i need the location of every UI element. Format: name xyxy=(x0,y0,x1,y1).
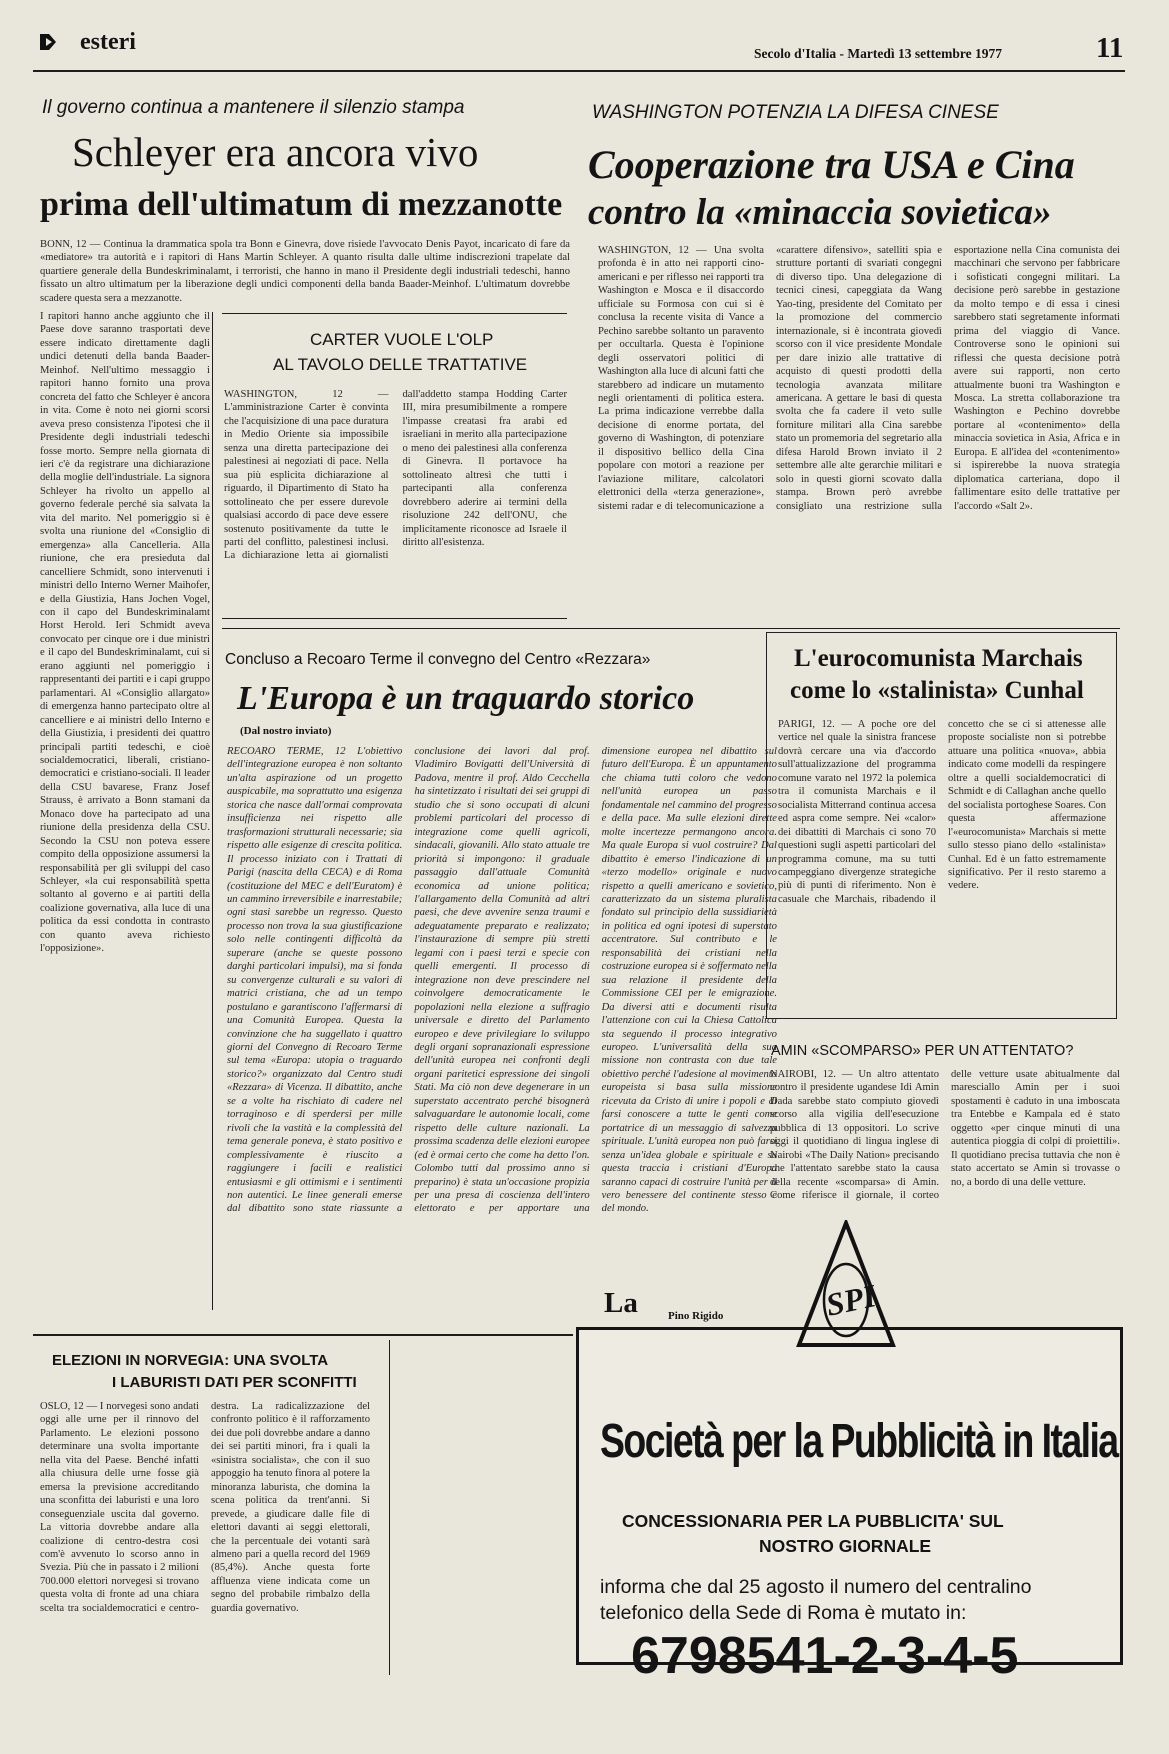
norvegia-top-rule xyxy=(33,1334,573,1336)
carter-title-line2: AL TAVOLO DELLE TRATTATIVE xyxy=(273,355,528,374)
ad-la: La xyxy=(604,1287,638,1319)
europa-signature: Pino Rigido xyxy=(668,1310,724,1322)
carter-bottom-rule xyxy=(222,618,567,619)
europa-title: L'Europa è un traguardo storico xyxy=(237,680,695,717)
usa-cina-kicker: WASHINGTON POTENZIA LA DIFESA CINESE xyxy=(592,102,999,123)
europa-body: RECOARO TERME, 12 L'obiettivo dell'integrazione europea è non soltanto un'alta aspirazione od un progetto auspicabile, ma soprattutto una esigenza storica che nasce dall'ormai comprovata insufficienza nei rispetto alle trasformazioni strutturali necessarie; sia rispetto alle esigenze di crescita politica. Il processo iniziato con i Trattati di Parigi (nascita della CECA) e di Roma (costituzione del MEC e dell'Euratom) è un cammino irreversibile e inarrestabile; ogni stasi sarebbe un regresso. Questo processo non trova la sua giustificazione solo nelle contingenti difficoltà da superare (anche se queste possono darghi particolari impulsi), ma si fonda su convergenze culturali e su valori di matrici cristiana, che ad un tempo postulano e garantiscono l'affermarsi di una Comunità Europea. Questa la convinzione che ha suggellato i quattro giorni del Convegno di Recoaro Terme sul tema «Europa: utopia o traguardo storico?» organizzato dal Centro studi «Rezzara» di Vicenza. Il dibattito, anche se a volte ha rischiato di cadere nel torraginoso e di sperdersi per mille rivoli che la vastità e la complessità del tema generale poneva, è stato positivo e complessivamente è riuscito a raggiungere i facili e realistici entusiasmi e gli ottimismi e i sentimenti non autentici. Le linee generali emerse dal dibattito sono state riassunte a conclusione dei lavori dal prof. Vladimiro Bovigatti dell'Università di Padova, mentre il prof. Aldo Cecchella ha sintetizzato i risultati dei sei gruppi di studio che si sono occupati di alcuni problemi particolari del processo di integrazione come quelli agricoli, sindacali, giovanili. Allo stato attuale tre priorità si impongono: il graduale passaggio dall'attuale Comunità economica ad unione politica; l'allargamento della Comunità ad altri paesi, che deve avvenire senza traumi e adeguatamente preparato e realizzato; l'instaurazione di sempre più stretti legami con i paesi terzi e specie con quelli emergenti. Il processo di integrazione non deve prescindere nel coinvolgere democraticamente le popolazioni nella elezione a suffragio universale e diretto del Parlamento europeo e deve privilegiare lo sviluppo degli organi sopranazionali espressione dell'unità europea nei confronti degli organi paritetici espressione dei singoli Stati. Ma ciò non deve degenerare in un superstato accentrato perché bisognerà salvaguardare le autonomie locali, come rispetto delle culture nazionali. La prossima scadenza delle elezioni europee (ed è ormai certo che come ha detto l'on. Colombo tutti dal prossimo anno si preparino) è stata un'occasione propizia per una presa di coscienza dell'intero elettorato e per apportare una dimensione europea nel dibattito sul futuro dell'Europa. È un appuntamento che chiama tutti coloro che vedono nell'unità europea un passo fondamentale nel cammino del progresso e della pace. Ma sulle elezioni dirette molte incertezze permangono ancora. Ma quale Europa si vuol costruire? Dal dibattito è emerso l'indicazione di un «terzo modello» originale e nuovo rispetto a quelli americano e sovietico, caratterizzato da un sistema pluralista fondato sul principio della sussidiarietà in politica ed ogni ipotesi di superstato accentratore. Sul contributo e le responsabilità dei cristiani nella costruzione europea si è soffermato nella sua relazione il presidente della Commissione CEI per le emigrazione. Da diversi atti e documenti risulta l'attenzione con cui la Chiesa Cattolica sta seguendo il processo integrativo europeo. L'universalità della sua missione non contrasta con due tale obiettivo perché l'adesione al movimento europeista si basa sulla missione ricevuta da Cristo di unire i popoli e di farsi conoscere a tutte le genti come portatrice di un messaggio di salvezza spirituale. L'unità europea non può farsi senza un'idea globale e spirituale e su questa traccia i cristiani d'Europa saranno capaci di costruire l'unità per il vero benessere del continente stesso e del mondo. xyxy=(227,746,777,1215)
usa-cina-title-line2: contro la «minaccia sovietica» xyxy=(588,192,1052,233)
section-icon xyxy=(40,34,56,50)
schleyer-column-rule xyxy=(212,312,213,1310)
schleyer-title-line1: Schleyer era ancora vivo xyxy=(72,129,479,175)
schleyer-lead: BONN, 12 — Continua la drammatica spola tra Bonn e Ginevra, dove risiede l'avvocato Denis Payot, incaricato di fare da «mediatore» tra autorità e i rapitori di Hans Martin Schleyer. A quanto risulta dalle ultime indiscrezioni trapelate dal quartiere generale della Bundeskriminalamt, i terroristi, che hanno in mano il Presidente degli industriali tedeschi, hanno fissato un altro ultimatum per la liberazione degli undici componenti della banda Baader-Meinhof. L'ultimatum dovrebbe scadere questa sera a mezzanotte. xyxy=(40,239,570,304)
marchais-body: PARIGI, 12. — A poche ore del vertice nel quale la sinistra francese dovrà cercare una via d'accordo sull'attualizzazione del programma comune varato nel 1972 la polemica tra il comunista Marchais e il socialista Mitterrand continua accesa ed aspra come sempre. Nei «calor» dei dibattiti di Marchais ci sono 70 questioni sugli aspetti particolari del programma comune, ma su tutti campeggiano divergenze strategiche più di punti di riferimento. Non è casuale che Marchais, ribadendo il concetto che se ci si attenesse alle proposte socialiste non si potrebbe attuare una politica «nuova», abbia indicato come modelli da respingere oltre a quelli socialdemocratici di Schmidt e di Callaghan anche quello del socialista portoghese Soares. Con questa affermazione l'«eurocomunista» Marchais si mette sullo stesso piano dello «stalinista» Cunhal. Ed è un fatto estremamente significativo. Per il resto staremo a vedere. xyxy=(778,719,1106,905)
carter-body: WASHINGTON, 12 — L'amministrazione Carter è convinta che l'acquisizione di una pace duratura in Medio Oriente sia impossibile senza una diretta partecipazione dei palestinesi ai negoziati di pace. Nella sua più esplicita dichiarazione al riguardo, il Dipartimento di Stato ha sottolineato che per essere durevole qualsiasi accordo di pace deve essere sostenuto positivamente da tutte le parti del conflitto, palestinesi inclusi. La dichiarazione letta ai giornalisti dall'addetto stampa Hodding Carter III, mira presumibilmente a rompere l'impasse creatasi fra arabi ed israeliani in merito alla partecipazione o meno dei palestinesi alla conferenza di Ginevra. Il portavoce ha sottolineato altresì che tutti i partecipanti alla conferenza dovrebbero aderire ai termini della risoluzione 242 dell'ONU, che implicitamente riconosce ad Israele il diritto all'esistenza. xyxy=(224,389,567,562)
carter-title-line1: CARTER VUOLE L'OLP xyxy=(310,330,494,349)
europa-byline: (Dal nostro inviato) xyxy=(240,725,332,737)
norvegia-title-line2: I LABURISTI DATI PER SCONFITTI xyxy=(112,1374,357,1391)
page-number: 11 xyxy=(1096,32,1124,64)
europa-kicker: Concluso a Recoaro Terme il convegno del Centro «Rezzara» xyxy=(225,651,651,668)
ad-concession-line2: NOSTRO GIORNALE xyxy=(759,1536,932,1556)
norvegia-title-line1: ELEZIONI IN NORVEGIA: UNA SVOLTA xyxy=(52,1352,329,1369)
norvegia-body: OSLO, 12 — I norvegesi sono andati oggi alle urne per il rinnovo del Parlamento. Le elezioni possono determinare una svolta importante nella vita del Paese. Benché infatti alla chiusura delle urne fosse già emersa la previsione accreditando una sconfitta dei laburisti e una loro conseguenziale uscita dal governo. La vittoria dovrebbe andare alla coalizione di centro-destra così com'è avvenuto lo scorso anno in Svezia. Più che in passato i 2 milioni 700.000 elettori norvegesi si trovano questa volta di fronte ad una chiara scelta tra socialdemocratici e centro-destra. La radicalizzazione del confronto politico è il rafforzamento dei due poli dovrebbe andare a danno dei sei partiti minori, fra i quali la «sinistra socialista», che con il suo appoggio ha tenuto finora al potere la minoranza laburista, che domina la scena politica da trent'anni. Si prevede, a giudicare dalle file di elettori davanti ai seggi elettorali, che la percentuale dei votanti sarà almeno pari a quella record del 1969 (85,4%). Anche questa forte affluenza viene indicata come un segno del probabile rimbalzo della guardia governativo. xyxy=(40,1401,370,1614)
schleyer-body: I rapitori hanno anche aggiunto che il Paese dove saranno trasportati deve essere indicato direttamente dagli undici detenuti della banda Baader-Meinhof. Nell'ultimo messaggio i rapitori hanno fornito una prova concreta del fatto che Schleyer è ancora in vita. Come è noto nei giorni scorsi aveva preso consistenza l'ipotesi che il Presidente degli industriali tedeschi fosse morto. Sempre nella giornata di ieri c'è da registrare una dichiarazione della moglie dell'industriale. La signora Schleyer ha rivolto un appello al governo federale perché sia salvata la vita del marito. Nel pomeriggio si è svolta una riunione del «Consiglio di emergenza» alla Cancelleria. Alla riunione, che era presieduta dal cancelliere Schmidt, sono intervenuti i ministri dello Interno Werner Maihofer, e della Giustizia, Hans Jochen Vogel, con il capo del Bundeskriminalamt Horst Herold. Ieri Schmidt aveva convocato per cinque ore i due ministri e il capo del Bundeskriminalamt, cui si erano aggiunti nel pomeriggio i rappresentanti dei partiti e i capi gruppo parlamentari. Al «Consiglio allargato» di emergenza hanno partecipato oltre al cancelliere e ai ministri dello Interno e della Giustizia, i presidenti dei quattro principali partiti tedeschi, e cioè socialdemocratici, liberali, cristiano-democratici e cristiano-sociali. Il leader della CSU bavarese, Franz Josef Strauss, è arrivato a Bonn stamani da Monaco dove ha partecipato ad una riunione della presidenza della CSU. Secondo la CSU non poteva essere compito della opposizione assumersi la responsabilità per gli sviluppi del caso Schleyer, «la cui responsabilità spetta soltanto al governo e ai partiti della coalizione governativa, alla luce di una politica da essi condotta in contrasto con quanto aveva richiesto l'opposizione». xyxy=(40,311,210,955)
amin-body: NAIROBI, 12. — Un altro attentato contro il presidente ugandese Idi Amin Dada sarebbe stato compiuto giovedì scorso alla vigilia dell'esecuzione pubblica di 13 oppositori. Lo scrive oggi il quotidiano di lingua inglese di Nairobi «The Daily Nation» precisando che l'attentato sarebbe stato la causa della recente «scomparsa» di Amin. Come riferisce il giornale, il corteo delle vetture usate abitualmente dal maresciallo Amin per i suoi spostamenti è caduto in una imboscata tra Entebbe e Kampala ed è stato oggetto «per cinque minuti di una autentica pioggia di colpi di proiettili». Il quotidiano precisa tuttavia che non è stato accertato se Amin si trovasse o no, a bordo di una delle vetture. xyxy=(770,1069,1120,1202)
spi-logo-text: SPI xyxy=(822,1277,879,1323)
mid-horizontal-rule xyxy=(222,628,1120,629)
usa-cina-body: WASHINGTON, 12 — Una svolta profonda è in atto nei rapporti cino-americani e per riflesso nei rapporti tra Washington e Mosca e il disaccordo ufficiale su Formosa con cui si è conclusa la recente visita di Vance a Pechino sarebbe soltanto un paravento per occultarla. Questa è l'opinione degli osservatori politici di Washington alla luce di alcuni fatti che starebbero ad indicare un mutamento negli orientamenti di politica estera. La prima indicazione verrebbe dalla decisione di enorme portata, del governo di Washington, di potenziare il dispositivo bellico della Cina popolare con motori a reazione per l'aviazione militare, calcolatori elettronici della «terza generazione», sistemi radar e di telecomunicazione a «carattere difensivo», satelliti spia e strutture portanti di svariati congegni di diverso tipo. Una delegazione di tecnici cinesi, capeggiata da Wang Yao-ting, presidente del Comitato per la promozione del commercio internazionale, si è incontrata giovedì scorso con il vice presidente Mondale per dare inizio alle trattative di acquisto di questi prodotti della tecnologia avanzata militare americana. A gettare le basi di questa svolta che fa cadere il veto sulle forniture militari alla Cina sarebbe stato un promemoria del segretario alla difesa Harold Brown inviato il 2 settembre alle alte gerarchie militari e solo in questi giorni scovato dalla stampa. Brown però avrebbe consigliato una restrizione sulla esportazione nella Cina comunista dei macchinari che servono per fabbricare i sofisticati congegni militari. La decisione però sarebbe in gestazione da molto tempo e di essa i cinesi sarebbero stati segretamente informati prima del viaggio di Vance. Controverse sono le opinioni sui riflessi che questa decisione potrà avere sui rapporti, non certo attualmente buoni tra Washington e Mosca. La stretta collaborazione tra Washington e Pechino dovrebbe portare al «contenimento» della minaccia sovietica in Asia, Africa e in Europa. E all'idea del «contenimento» si ispirerebbe la nuova strategia diplomatica carteriana, dopo il fallimentare esito delle trattative per l'accordo «Salt 2». xyxy=(598,245,1120,512)
ad-info-line1: informa che dal 25 agosto il numero del centralino xyxy=(600,1576,1032,1598)
ad-info-line2: telefonico della Sede di Roma è mutato in: xyxy=(600,1602,967,1624)
schleyer-kicker: Il governo continua a mantenere il silenzio stampa xyxy=(42,97,465,118)
dateline: Secolo d'Italia - Martedì 13 settembre 1977 xyxy=(754,46,1002,61)
europa-column-rule xyxy=(389,1340,390,1675)
marchais-title-line1: L'eurocomunista Marchais xyxy=(794,645,1083,672)
carter-top-rule xyxy=(222,313,567,314)
amin-title: AMIN «SCOMPARSO» PER UN ATTENTATO? xyxy=(771,1043,1074,1059)
schleyer-title-line2: prima dell'ultimatum di mezzanotte xyxy=(40,186,563,223)
ad-company-name: Società per la Pubblicità in Italia xyxy=(600,1415,1118,1468)
ad-phone-number: 6798541-2-3-4-5 xyxy=(631,1627,1019,1685)
section-name: esteri xyxy=(80,29,136,55)
masthead-rule xyxy=(33,70,1125,72)
marchais-title-line2: come lo «stalinista» Cunhal xyxy=(790,677,1084,704)
ad-concession-line1: CONCESSIONARIA PER LA PUBBLICITA' SUL xyxy=(622,1511,1004,1531)
usa-cina-title-line1: Cooperazione tra USA e Cina xyxy=(588,142,1075,187)
